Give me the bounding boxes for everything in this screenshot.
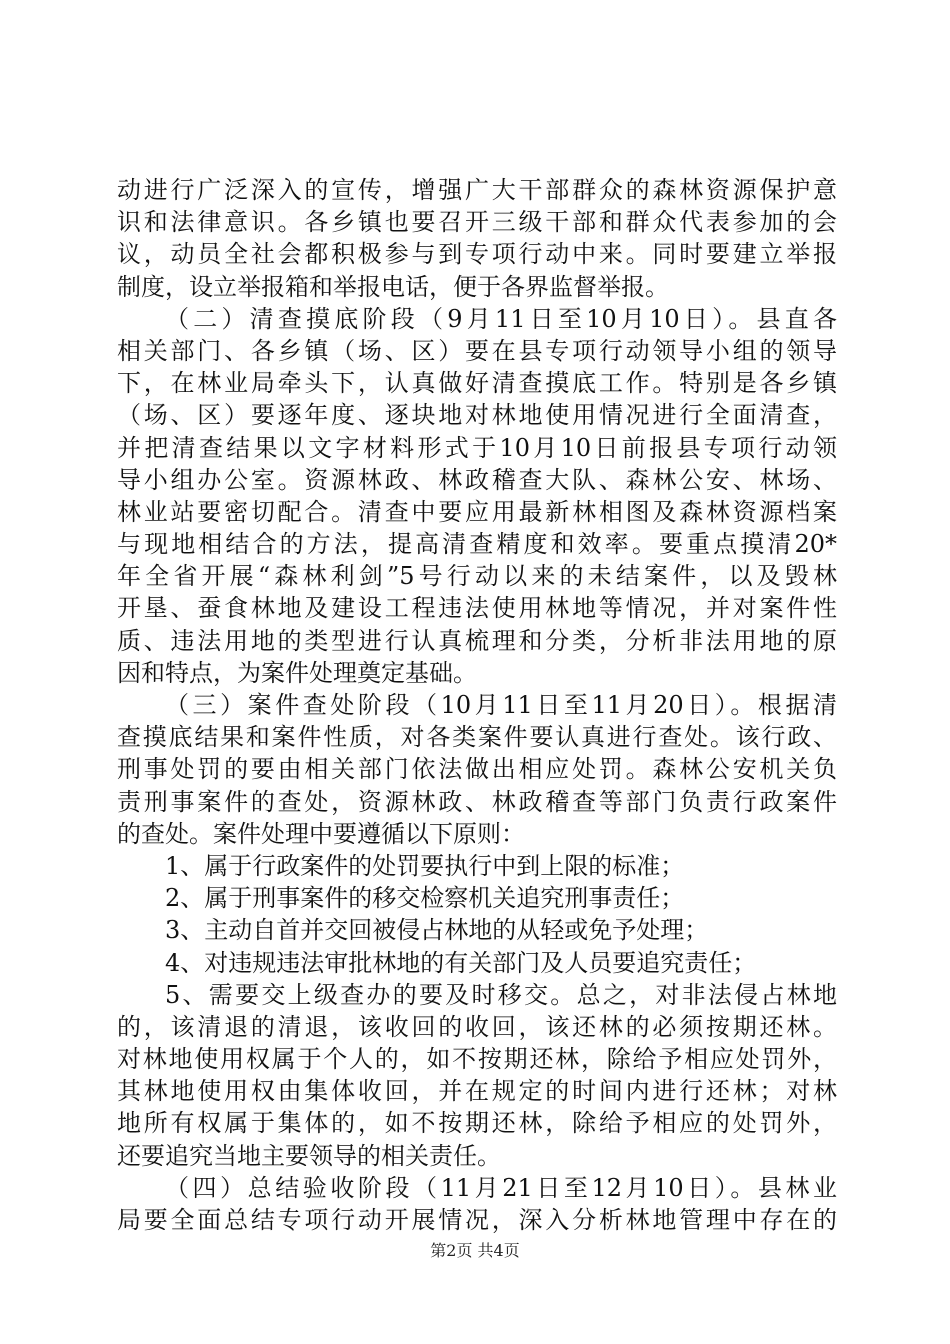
text-line: 查摸底结果和案件性质，对各类案件要认真进行查处。该行政、	[117, 723, 837, 752]
document-body	[117, 174, 837, 1236]
text-line: 的查处。案件处理中要遵循以下原则：	[117, 819, 525, 848]
text-line: 局要全面总结专项行动开展情况，深入分析林地管理中存在的	[117, 1206, 837, 1234]
text-line: 与现地相结合的方法，提高清查精度和效率。要重点摸清20*	[117, 530, 837, 559]
text-line: 3、主动自首并交回被侵占林地的从轻或免予处理；	[165, 916, 709, 945]
text-line: 质、违法用地的类型进行认真梳理和分类，分析非法用地的原	[117, 626, 837, 655]
page-footer: 第2页 共4页	[430, 1241, 520, 1260]
text-line: 4、对违规违法审批林地的有关部门及人员要追究责任；	[165, 948, 757, 977]
text-line: 刑事处罚的要由相关部门依法做出相应处罚。森林公安机关负	[117, 755, 837, 784]
text-line: 下，在林业局牵头下，认真做好清查摸底工作。特别是各乡镇	[117, 369, 837, 398]
text-line: 还要追究当地主要领导的相关责任。	[117, 1141, 501, 1170]
text-line: 林业站要密切配合。清查中要应用最新林相图及森林资源档案	[117, 497, 837, 526]
text-line: 5、需要交上级查办的要及时移交。总之，对非法侵占林地	[165, 980, 837, 1009]
text-line: （二）清查摸底阶段（9月11日至10月10日）。县直各	[165, 304, 837, 333]
text-line: 责刑事案件的查处，资源林政、林政稽查等部门负责行政案件	[117, 787, 837, 816]
text-line: （三）案件查处阶段（10月11日至11月20日）。根据清	[165, 691, 837, 719]
text-line: 动进行广泛深入的宣传，增强广大干部群众的森林资源保护意	[117, 176, 837, 204]
text-line: 开垦、蚕食林地及建设工程违法使用林地等情况，并对案件性	[117, 594, 837, 623]
text-line: 相关部门、各乡镇（场、区）要在县专项行动领导小组的领导	[117, 336, 837, 365]
text-line: 其林地使用权由集体收回，并在规定的时间内进行还林；对林	[117, 1077, 837, 1106]
text-line: 识和法律意识。各乡镇也要召开三级干部和群众代表参加的会	[117, 208, 837, 237]
text-line: 因和特点，为案件处理奠定基础。	[117, 658, 477, 687]
text-line: 1、属于行政案件的处罚要执行中到上限的标准；	[165, 851, 685, 880]
text-line: 制度，设立举报箱和举报电话，便于各界监督举报。	[117, 272, 669, 301]
text-line: 年全省开展“森林利剑”5号行动以来的未结案件，以及毁林	[117, 562, 837, 591]
text-line: 2、属于刑事案件的移交检察机关追究刑事责任；	[165, 884, 685, 913]
text-line: （四）总结验收阶段（11月21日至12月10日）。县林业	[165, 1173, 837, 1202]
text-line: 的，该清退的清退，该收回的收回，该还林的必须按期还林。	[117, 1012, 837, 1041]
text-line: 地所有权属于集体的，如不按期还林，除给予相应的处罚外，	[117, 1109, 837, 1138]
text-line: 对林地使用权属于个人的，如不按期还林，除给予相应处罚外，	[117, 1045, 837, 1074]
text-line: 导小组办公室。资源林政、林政稽查大队、森林公安、林场、	[117, 465, 837, 494]
text-line: 议，动员全社会都积极参与到专项行动中来。同时要建立举报	[117, 240, 837, 269]
text-line: （场、区）要逐年度、逐块地对林地使用情况进行全面清查，	[117, 401, 837, 430]
text-line: 并把清查结果以文字材料形式于10月10日前报县专项行动领	[117, 433, 837, 462]
